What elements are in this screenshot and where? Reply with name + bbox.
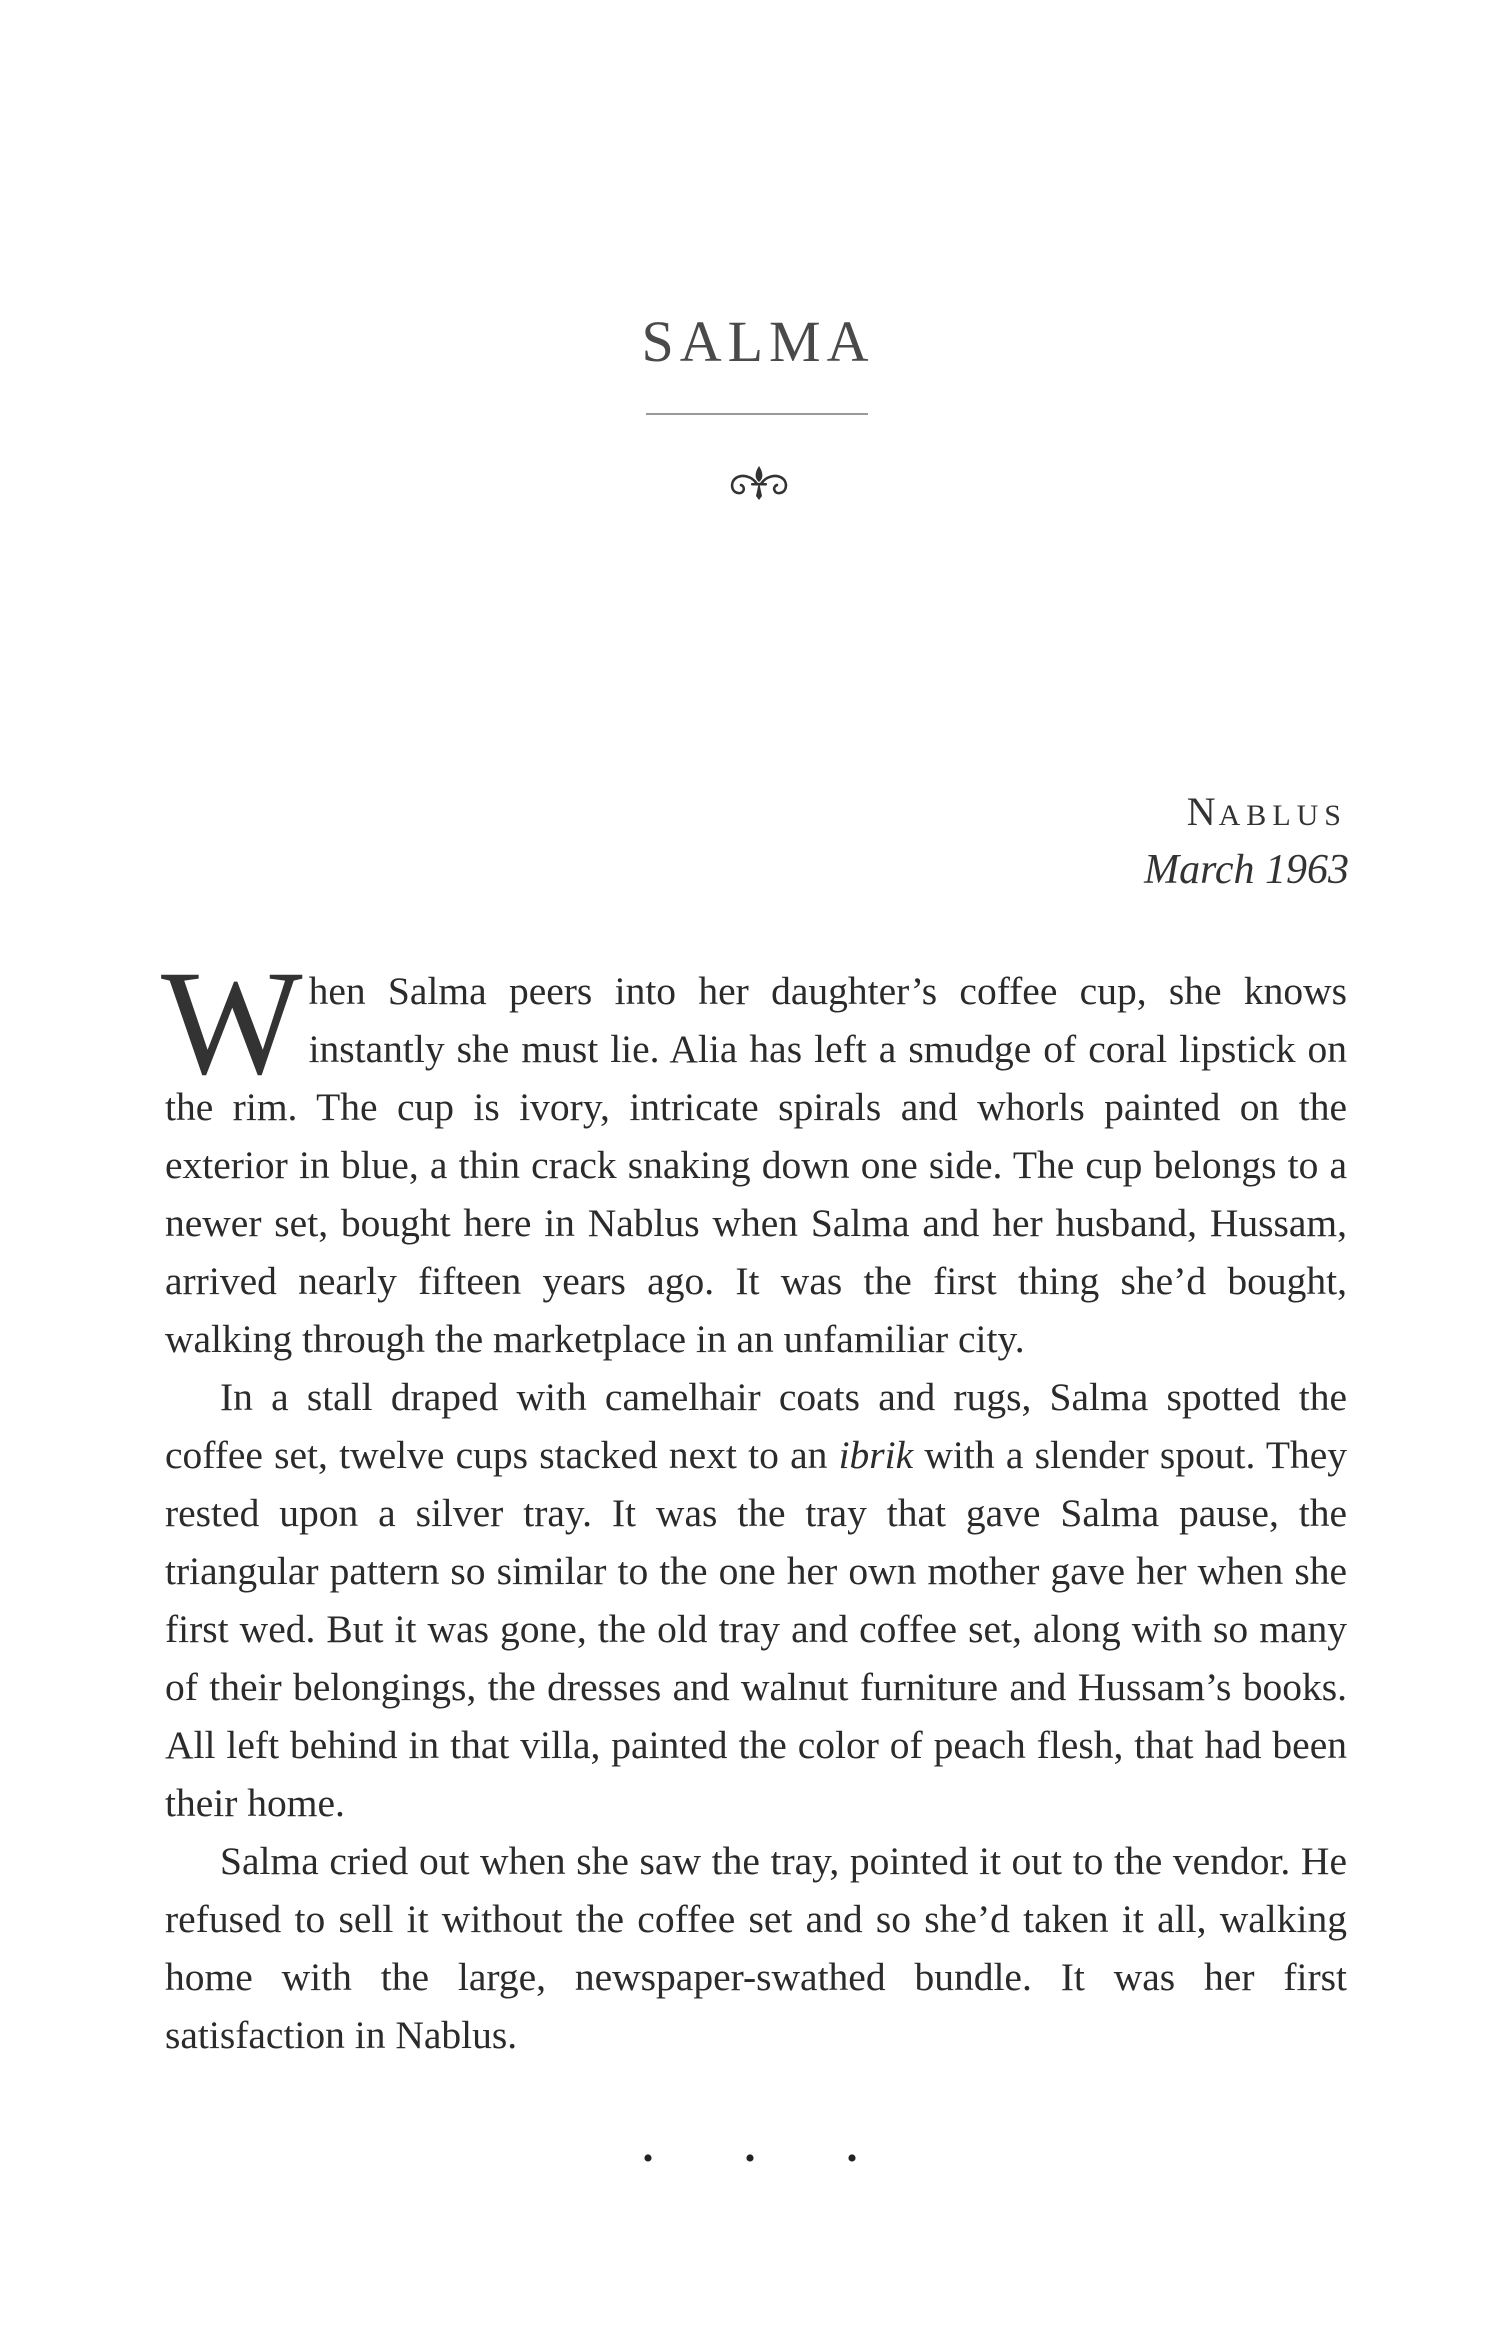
- location-initial: N: [1186, 789, 1219, 834]
- paragraph-1-text: hen Salma peers into her daughter’s coffee cup, she knows instantly she must lie. Alia has left a smudge of coral lipstick on the rim. The cup is ivory, intricate spirals and whorls painted on the exterior in blue, a thin crack snaking down one side. The cup belongs to a newer set, bought here in Nablus when Salma and her husband, Hussam, arrived nearly fifteen years ago. It was the first thing she’d bought, walking through the marketplace in an unfamiliar city.: [165, 969, 1347, 1361]
- paragraph-2: [165, 1368, 1347, 1832]
- section-break: • • •: [642, 2142, 900, 2175]
- dateline-date: March 1963: [1144, 847, 1349, 893]
- paragraph-3: Salma cried out when she saw the tray, pointed it out to the vendor. He refused to sell it without the coffee set and so she’d taken it all, walking home with the large, newspaper-swathed bundle. It was her first satisfaction in Nablus.: [165, 1839, 1347, 2057]
- location-rest: ABLUS: [1218, 799, 1347, 832]
- paragraph-2-text-b: with a slender spout. They rested upon a silver tray. It was the tray that gave Salma pause, the triangular pattern so similar to the one her own mother gave her when she first wed. But it was gone, the old tray and coffee set, along with so many of their belongings, the dresses and walnut furniture and Hussam’s books. All left behind in that villa, painted the color of peach flesh, that had been their home.: [165, 1433, 1347, 1825]
- paragraph-2-text-a: In a stall draped with camelhair coats and rugs, Salma spotted the coffee set, twelve cups stacked next to an: [165, 1375, 1347, 1477]
- fleuron-icon: [722, 462, 796, 502]
- paragraph-1: [161, 940, 1347, 1368]
- drop-cap: W: [161, 940, 303, 1106]
- paragraph-2-italic: ibrik: [838, 1433, 914, 1477]
- chapter-title: SALMA: [641, 309, 875, 374]
- dateline-location: [1187, 788, 1347, 835]
- title-divider: [646, 413, 868, 415]
- chapter-body: [161, 940, 1347, 2064]
